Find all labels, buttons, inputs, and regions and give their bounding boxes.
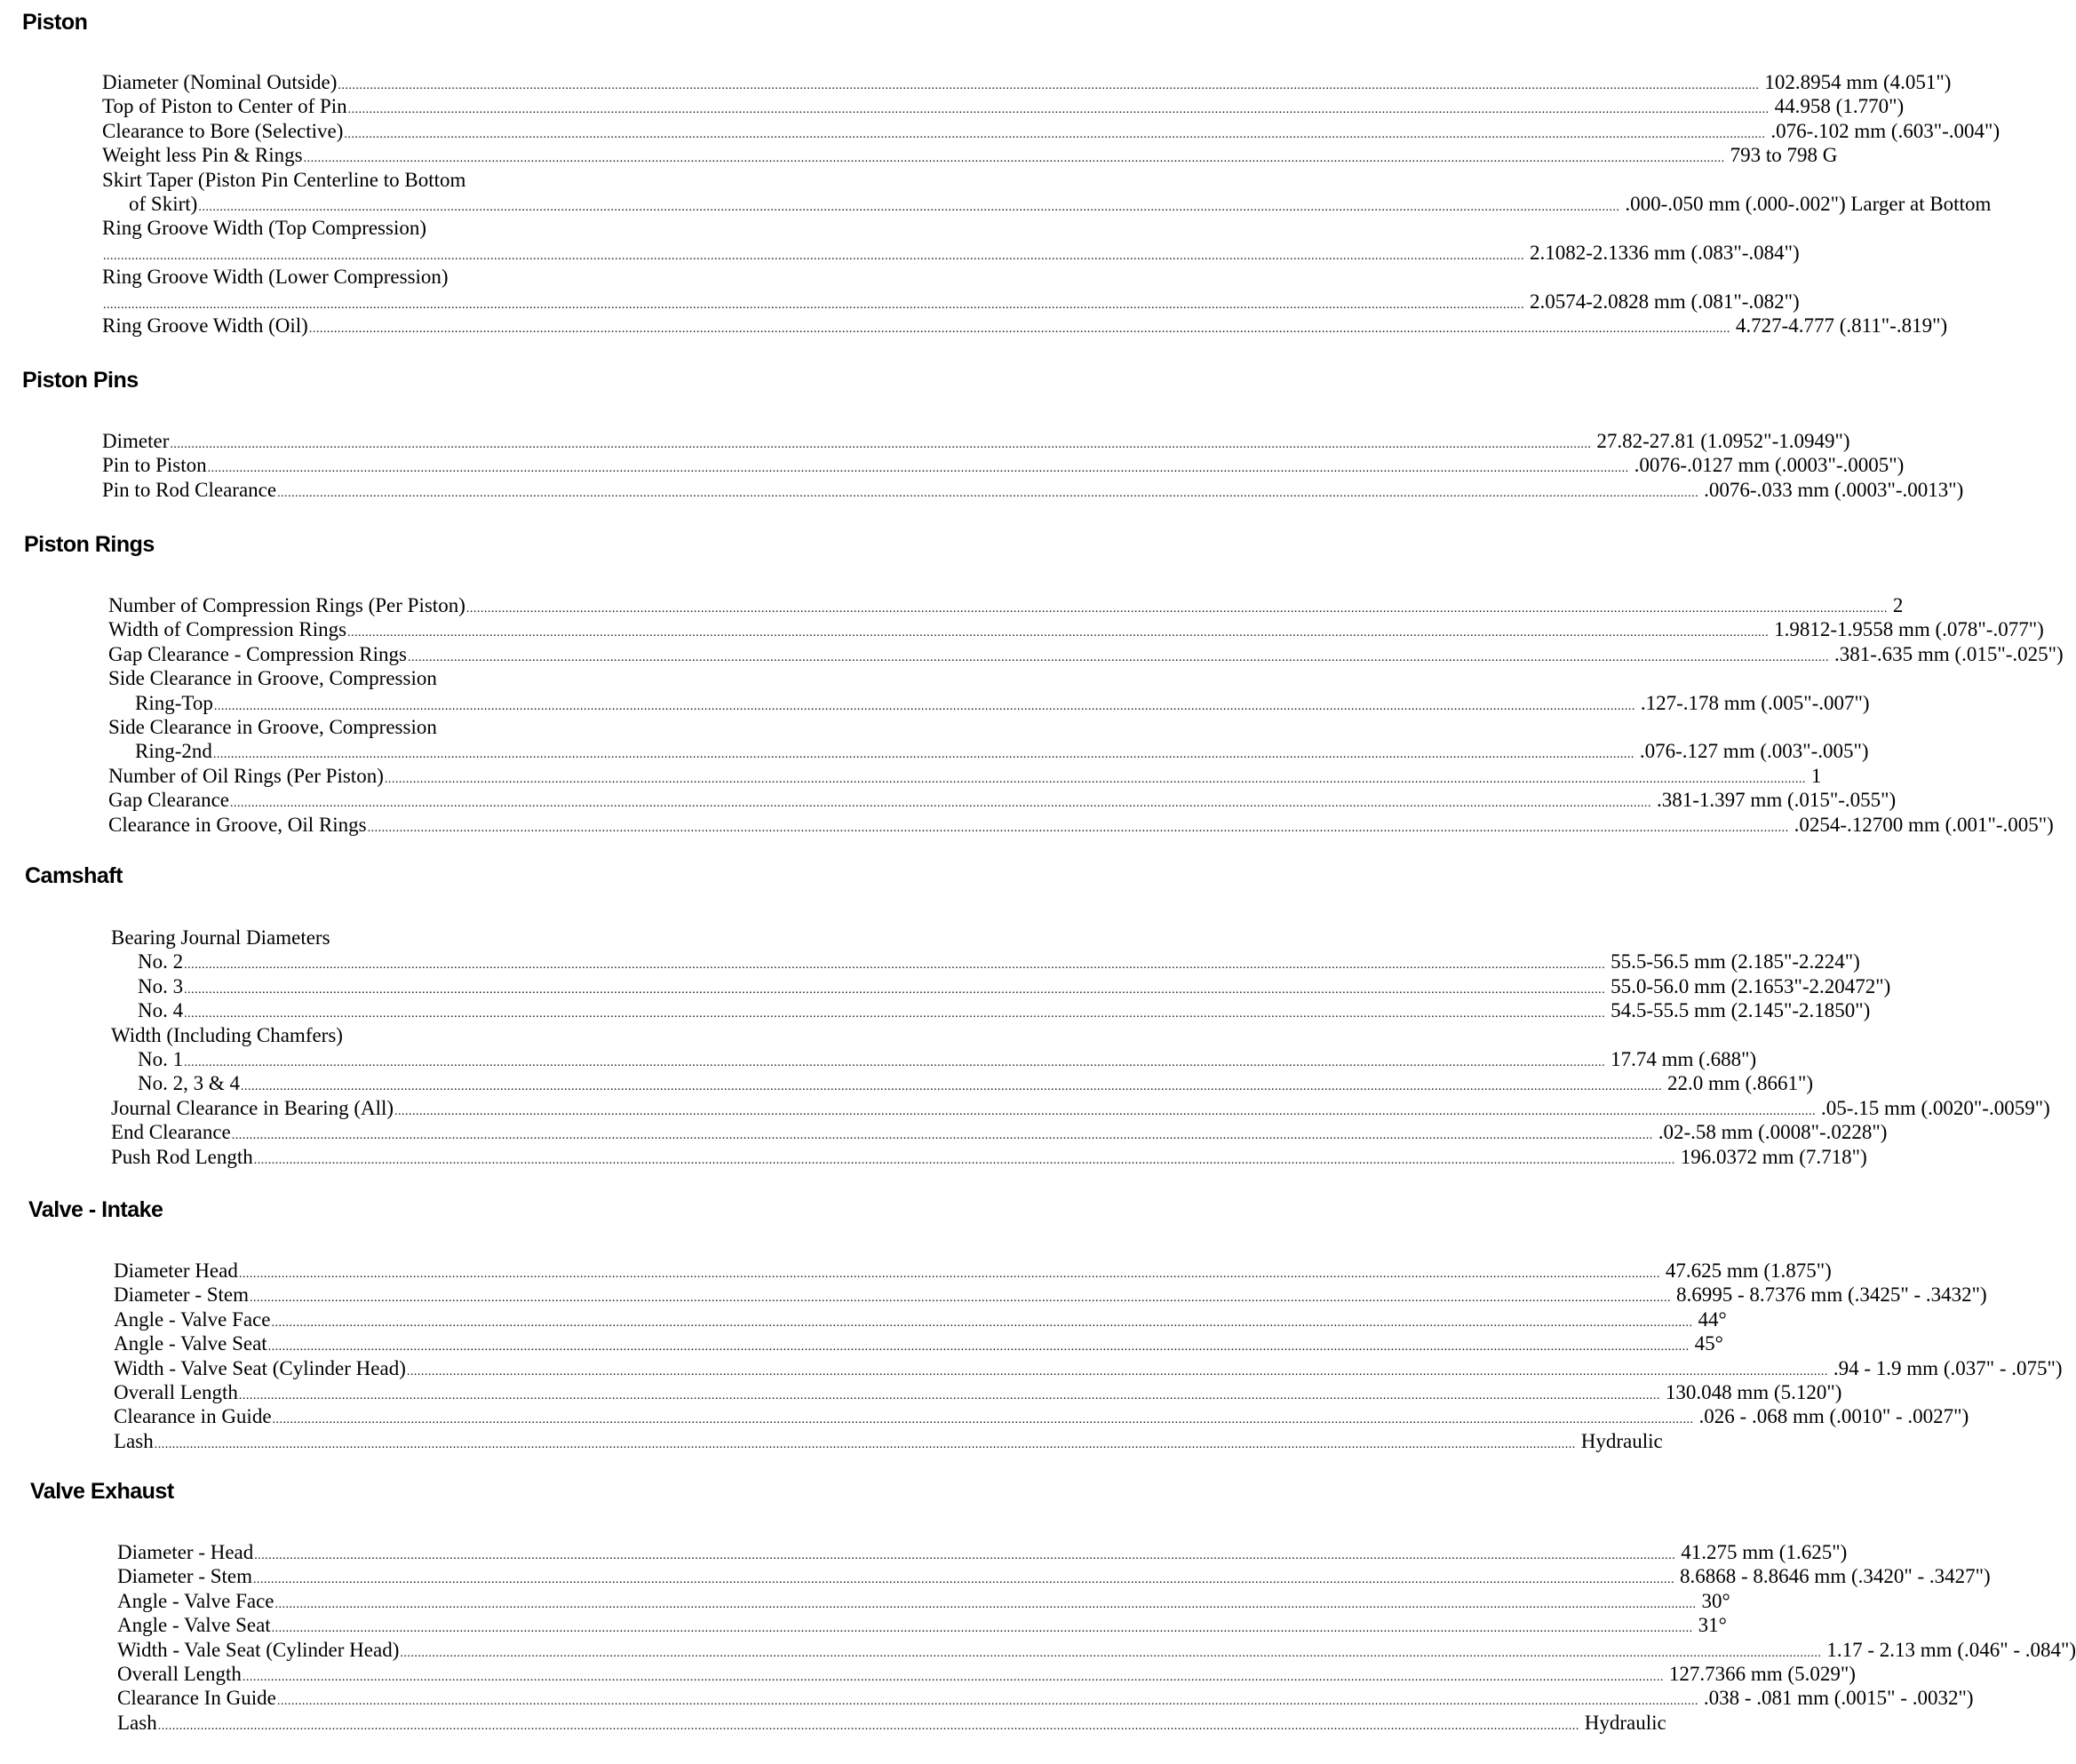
section-heading: Piston [22,10,88,35]
spec-row [102,94,1905,118]
dot-leader: ................................................................................................................................................................................................................................................................................................................................................................................................................ [271,1622,1693,1636]
spec-label: Overall Length [117,1662,242,1685]
spec-label: Gap Clearance - Compression Rings [108,642,407,665]
dot-leader: ................................................................................................................................................................................................................................................................................................................................................................................................................ [465,602,1888,616]
spec-value: .026 - .068 mm (.0010" - .0027") [1698,1405,1969,1428]
spec-row [111,926,1268,950]
spec-row [114,1429,1663,1453]
spec-label: End Clearance [111,1121,231,1144]
spec-row [108,764,1822,788]
spec-row [117,1711,1666,1735]
spec-row [108,617,2044,641]
section-heading: Camshaft [25,863,123,888]
dot-leader: ................................................................................................................................................................................................................................................................................................................................................................................................................ [213,699,1635,713]
spec-label: Side Clearance in Groove, Compression [108,715,437,738]
spec-label: No. 4 [138,999,184,1022]
dot-leader: ................................................................................................................................................................................................................................................................................................................................................................................................................ [184,982,1606,997]
dot-leader: ................................................................................................................................................................................................................................................................................................................................................................................................................ [103,298,1524,312]
dot-leader: ................................................................................................................................................................................................................................................................................................................................................................................................................ [400,1646,1822,1660]
spec-label: No. 2 [138,950,184,973]
spec-row [114,1283,1987,1307]
spec-value: 54.5-55.5 mm (2.145"-2.1850") [1611,999,1871,1022]
spec-label: Bearing Journal Diameters [111,926,330,949]
spec-row [117,1686,1974,1710]
spec-value: 793 to 798 G [1730,144,1838,167]
spec-value: 2.0574-2.0828 mm (.081"-.082") [1530,290,1800,313]
spec-label: No. 3 [138,974,184,997]
spec-value: 130.048 mm (5.120") [1665,1380,1842,1403]
spec-row [102,70,1952,94]
dot-leader: ................................................................................................................................................................................................................................................................................................................................................................................................................ [230,797,1652,811]
dot-leader: ................................................................................................................................................................................................................................................................................................................................................................................................................ [367,821,1789,835]
spec-row [102,290,1800,314]
spec-label: No. 1 [138,1047,184,1070]
dot-leader: ................................................................................................................................................................................................................................................................................................................................................................................................................ [276,1695,1698,1709]
spec-row [114,1380,1842,1404]
dot-leader: ................................................................................................................................................................................................................................................................................................................................................................................................................ [303,152,1725,166]
spec-label: Ring Groove Width (Lower Compression) [102,266,449,289]
section-heading: Valve - Intake [28,1197,163,1222]
spec-value: 8.6868 - 8.8646 mm (.3420" - .3427") [1680,1565,1991,1588]
spec-row [108,666,1265,690]
spec-row [117,1564,1991,1588]
spec-label: Push Rod Length [111,1145,253,1168]
spec-label: Ring Groove Width (Top Compression) [102,217,427,240]
spec-row [114,1331,1723,1355]
dot-leader: ................................................................................................................................................................................................................................................................................................................................................................................................................ [406,1364,1828,1379]
spec-label: Lash [117,1711,157,1734]
spec-row [108,788,1897,812]
spec-label: Width of Compression Rings [108,618,347,641]
spec-label: Width - Valve Seat (Cylinder Head) [114,1356,406,1379]
spec-label: Top of Piston to Center of Pin [102,95,347,118]
spec-value: .381-1.397 mm (.015"-.055") [1657,789,1897,812]
spec-value: 8.6995 - 8.7376 mm (.3425" - .3432") [1676,1283,1987,1307]
spec-value: 41.275 mm (1.625") [1681,1541,1848,1563]
spec-row [102,241,1800,265]
spec-value: 22.0 mm (.8661") [1667,1072,1813,1095]
spec-row [111,1071,1813,1095]
dot-leader: ................................................................................................................................................................................................................................................................................................................................................................................................................ [347,626,1770,640]
spec-row [102,192,1992,216]
spec-row [102,143,1838,167]
dot-leader: ................................................................................................................................................................................................................................................................................................................................................................................................................ [254,1549,1676,1562]
dot-leader: ................................................................................................................................................................................................................................................................................................................................................................................................................ [394,1104,1817,1118]
dot-leader: ................................................................................................................................................................................................................................................................................................................................................................................................................ [344,127,1766,141]
spec-list [114,1259,2063,1453]
spec-row [102,216,1256,240]
dot-leader: ................................................................................................................................................................................................................................................................................................................................................................................................................ [184,1007,1606,1021]
spec-row [102,429,1850,453]
spec-value: 102.8954 mm (4.051") [1764,71,1952,93]
spec-label: Angle - Valve Seat [117,1614,271,1637]
dot-leader: ................................................................................................................................................................................................................................................................................................................................................................................................................ [231,1129,1653,1143]
spec-row [111,1096,2050,1120]
section-heading: Piston Rings [24,532,155,557]
spec-row [108,715,1265,739]
spec-value: .05-.15 mm (.0020"-.0059") [1821,1096,2050,1119]
spec-label: Overall Length [114,1380,238,1403]
spec-row [108,691,1870,715]
spec-label: Diameter (Nominal Outside) [102,71,338,93]
spec-label: Ring-Top [135,691,213,714]
spec-label: No. 2, 3 & 4 [138,1072,240,1095]
section-heading: Piston Pins [22,368,139,393]
spec-row [114,1404,1969,1428]
spec-row [102,168,1256,192]
spec-list [102,70,2000,338]
spec-value: 2 [1892,594,1904,616]
spec-label: Width (Including Chamfers) [111,1023,343,1046]
spec-row [102,478,1964,502]
spec-label: Clearance In Guide [117,1687,276,1710]
dot-leader: ................................................................................................................................................................................................................................................................................................................................................................................................................ [308,322,1730,336]
spec-value: 55.0-56.0 mm (2.1653"-2.20472") [1611,974,1891,997]
spec-label: Diameter - Stem [117,1565,253,1588]
spec-value: .076-.127 mm (.003"-.005") [1639,740,1869,763]
spec-label: Clearance to Bore (Selective) [102,119,344,142]
dot-leader: ................................................................................................................................................................................................................................................................................................................................................................................................................ [267,1340,1690,1355]
spec-row [102,265,1256,289]
dot-leader: ................................................................................................................................................................................................................................................................................................................................................................................................................ [271,1315,1693,1330]
spec-value: 17.74 mm (.688") [1611,1047,1757,1070]
dot-leader: ................................................................................................................................................................................................................................................................................................................................................................................................................ [212,748,1635,762]
section-heading: Valve Exhaust [30,1479,174,1504]
spec-label: Angle - Valve Seat [114,1332,267,1355]
spec-row [102,314,1948,338]
spec-row [117,1589,1730,1613]
dot-leader: ................................................................................................................................................................................................................................................................................................................................................................................................................ [242,1670,1664,1684]
spec-value: 27.82-27.81 (1.0952"-1.0949") [1596,430,1850,452]
dot-leader: ................................................................................................................................................................................................................................................................................................................................................................................................................ [338,79,1760,92]
spec-row [111,974,1891,998]
spec-list [111,926,2050,1169]
spec-value: .02-.58 mm (.0008"-.0228") [1658,1121,1888,1144]
dot-leader: ................................................................................................................................................................................................................................................................................................................................................................................................................ [347,103,1770,117]
dot-leader: ................................................................................................................................................................................................................................................................................................................................................................................................................ [407,650,1829,664]
spec-list [108,593,2064,837]
spec-value: .000-.050 mm (.000-.002") Larger at Bottom [1625,192,1992,215]
dot-leader: ................................................................................................................................................................................................................................................................................................................................................................................................................ [253,1573,1675,1587]
dot-leader: ................................................................................................................................................................................................................................................................................................................................................................................................................ [250,1291,1672,1306]
spec-value: 2.1082-2.1336 mm (.083"-.084") [1530,241,1800,264]
spec-row [108,739,1869,763]
spec-value: 44.958 (1.770") [1774,95,1905,118]
spec-row [111,1023,1268,1047]
spec-value: .038 - .081 mm (.0015" - .0032") [1703,1687,1974,1710]
dot-leader: ................................................................................................................................................................................................................................................................................................................................................................................................................ [238,1388,1660,1402]
spec-value: Hydraulic [1580,1429,1663,1452]
spec-row [114,1259,1832,1283]
spec-row [117,1613,1727,1637]
spec-row [117,1662,1856,1686]
spec-label: Side Clearance in Groove, Compression [108,667,437,690]
spec-label: Angle - Valve Face [114,1307,271,1331]
spec-row [108,593,1904,617]
spec-label: Pin to Piston [102,454,207,477]
spec-row [102,453,1905,477]
spec-value: .0076-.033 mm (.0003"-.0013") [1704,478,1964,501]
spec-row [114,1356,2063,1380]
spec-row [111,1145,1867,1169]
dot-leader: ................................................................................................................................................................................................................................................................................................................................................................................................................ [154,1437,1576,1451]
spec-value: 1.17 - 2.13 mm (.046" - .084") [1826,1638,2076,1661]
spec-row [111,950,1860,973]
dot-leader: ................................................................................................................................................................................................................................................................................................................................................................................................................ [274,1597,1697,1611]
spec-value: 196.0372 mm (7.718") [1680,1145,1867,1168]
spec-value: 55.5-56.5 mm (2.185"-2.224") [1611,950,1860,973]
spec-value: .127-.178 mm (.005"-.007") [1640,691,1870,714]
spec-label: Weight less Pin & Rings [102,144,303,167]
spec-label: Gap Clearance [108,789,230,812]
spec-value: 44° [1698,1307,1727,1331]
spec-label: Clearance in Groove, Oil Rings [108,813,367,836]
dot-leader: ................................................................................................................................................................................................................................................................................................................................................................................................................ [170,438,1592,451]
spec-label: Lash [114,1429,154,1452]
dot-leader: ................................................................................................................................................................................................................................................................................................................................................................................................................ [277,486,1699,500]
dot-leader: ................................................................................................................................................................................................................................................................................................................................................................................................................ [103,249,1524,263]
dot-leader: ................................................................................................................................................................................................................................................................................................................................................................................................................ [253,1153,1675,1167]
spec-value: 47.625 mm (1.875") [1665,1259,1832,1282]
spec-label: Journal Clearance in Bearing (All) [111,1096,394,1119]
spec-row [108,642,2064,666]
spec-label: Angle - Valve Face [117,1589,274,1612]
spec-row [117,1638,2076,1662]
spec-label: Clearance in Guide [114,1405,272,1428]
spec-value: 127.7366 mm (5.029") [1668,1662,1856,1685]
spec-label: Pin to Rod Clearance [102,478,277,501]
spec-row [111,998,1871,1022]
dot-leader: ................................................................................................................................................................................................................................................................................................................................................................................................................ [184,1055,1606,1069]
spec-label: Ring Groove Width (Oil) [102,314,308,337]
spec-value: .94 - 1.9 mm (.037" - .075") [1833,1356,2063,1379]
spec-row [111,1120,1888,1144]
dot-leader: ................................................................................................................................................................................................................................................................................................................................................................................................................ [198,200,1620,214]
spec-label: Diameter - Stem [114,1283,250,1307]
spec-value: 1 [1810,764,1822,787]
spec-list [117,1540,2076,1735]
spec-label: of Skirt) [129,192,198,215]
spec-row [111,1047,1757,1071]
dot-leader: ................................................................................................................................................................................................................................................................................................................................................................................................................ [184,958,1606,973]
spec-value: .076-.102 mm (.603"-.004") [1770,119,2000,142]
spec-label: Diameter - Head [117,1541,254,1563]
spec-label: Width - Vale Seat (Cylinder Head) [117,1638,400,1661]
dot-leader: ................................................................................................................................................................................................................................................................................................................................................................................................................ [272,1413,1694,1427]
spec-value: 30° [1701,1589,1730,1612]
spec-label: Skirt Taper (Piston Pin Centerline to Bottom [102,168,466,191]
spec-value: .381-.635 mm (.015"-.025") [1833,642,2064,665]
spec-value: 31° [1698,1614,1727,1637]
spec-label: Ring-2nd [135,740,212,763]
spec-label: Diameter Head [114,1259,238,1282]
dot-leader: ................................................................................................................................................................................................................................................................................................................................................................................................................ [207,462,1629,476]
spec-value: .0076-.0127 mm (.0003"-.0005") [1634,454,1905,477]
spec-value: 4.727-4.777 (.811"-.819") [1735,314,1948,337]
spec-value: 45° [1694,1332,1723,1355]
dot-leader: ................................................................................................................................................................................................................................................................................................................................................................................................................ [238,1267,1660,1281]
spec-list [102,429,1964,502]
spec-label: Number of Oil Rings (Per Piston) [108,764,384,787]
spec-row [102,119,2000,143]
dot-leader: ................................................................................................................................................................................................................................................................................................................................................................................................................ [384,772,1806,786]
spec-value: .0254-.12700 mm (.001"-.005") [1794,813,2054,836]
spec-value: 1.9812-1.9558 mm (.078"-.077") [1774,618,2044,641]
spec-row [117,1540,1848,1564]
spec-label: Number of Compression Rings (Per Piston) [108,594,465,616]
spec-value: Hydraulic [1584,1711,1666,1734]
spec-row [114,1307,1727,1331]
spec-label: Dimeter [102,430,170,452]
spec-row [108,813,2054,837]
dot-leader: ................................................................................................................................................................................................................................................................................................................................................................................................................ [241,1080,1662,1094]
dot-leader: ................................................................................................................................................................................................................................................................................................................................................................................................................ [157,1719,1579,1733]
